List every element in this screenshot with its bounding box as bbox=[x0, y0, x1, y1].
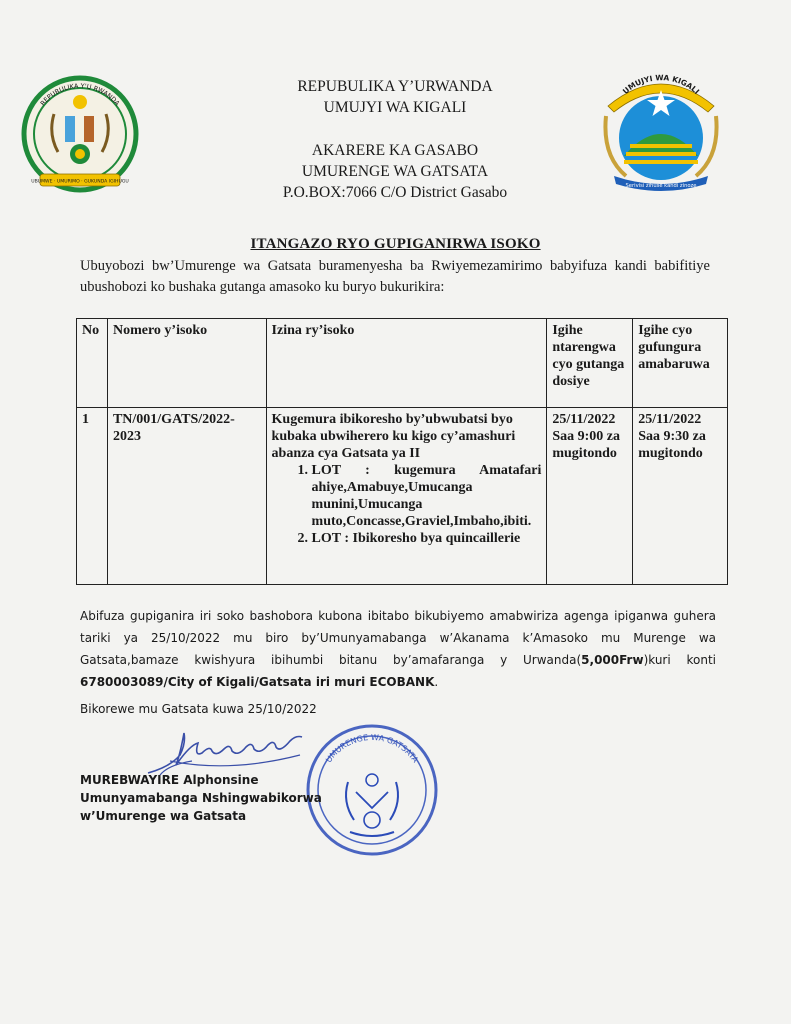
header-submission-deadline: Igihe ntarengwa cyo gutanga dosiye bbox=[547, 319, 633, 408]
svg-text:UMURENGE WA GATSATA: UMURENGE WA GATSATA bbox=[324, 732, 420, 765]
paragraph-text-end: . bbox=[434, 675, 439, 689]
paragraph-text-mid: )kuri konti bbox=[643, 653, 716, 667]
row-tender-name: Kugemura ibikoresho by’ubwubatsi byo kubaka ubwiherero ku kigo cy’amashuri abanza cya Gatsata ya II bbox=[271, 412, 516, 461]
row-opening-time: 25/11/2022 Saa 9:30 za mugitondo bbox=[633, 408, 728, 585]
letterhead bbox=[200, 76, 590, 203]
table-header-row bbox=[77, 319, 728, 408]
lot-item-2: 2. LOT : Ibikoresho bya quincaillerie bbox=[312, 530, 542, 547]
svg-text:Serivisi zihuse kandi zinoze: Serivisi zihuse kandi zinoze bbox=[625, 183, 697, 189]
header-opening-time: Igihe cyo gufungura amabaruwa bbox=[633, 319, 728, 408]
row-tender-number: TN/001/GATS/2022-2023 bbox=[107, 408, 266, 585]
date-place-line: Bikorewe mu Gatsata kuwa 25/10/2022 bbox=[80, 702, 317, 716]
intro-paragraph: Ubuyobozi bw’Umurenge wa Gatsata buramenyesha ba Rwiyemezamirimo babyifuza kandi babifitiye ubushobozi ko bushaka gutanga amasoko ku buryo bukurikira: bbox=[80, 258, 710, 295]
svg-text:UBUMWE · UMURIMO · GUKUNDA IGI: UBUMWE · UMURIMO · GUKUNDA IGIHUGU bbox=[31, 179, 129, 185]
rwanda-coat-of-arms-logo bbox=[20, 72, 140, 197]
svg-text:REPUBULIKA Y'U RWANDA: REPUBULIKA Y'U RWANDA bbox=[38, 81, 122, 108]
sector-name: UMURENGE WA GATSATA bbox=[301, 163, 489, 180]
row-no: 1 bbox=[77, 408, 108, 585]
fee-amount: 5,000Frw bbox=[581, 653, 644, 667]
signer-title: Umunyamabanga Nshingwabikorwa bbox=[80, 791, 322, 805]
header-tender-name: Izina ry’isoko bbox=[266, 319, 547, 408]
notice-title: ITANGAZO RYO GUPIGANIRWA ISOKO bbox=[250, 236, 541, 252]
po-box: P.O.BOX:7066 C/O District Gasabo bbox=[282, 184, 508, 201]
paragraph-text-start: Abifuza gupiganira iri soko bashobora kubona ibitabo bikubiyemo amabwiriza agenga ipiganwa guhera tariki ya 25/10/2022 mu biro by’Umunyamabanga w’Akanama k’Amasoko mu Murenge wa Gatsata,bamaze kwishyura ibihumbi bitanu by’amafaranga y Urwanda( bbox=[80, 609, 716, 667]
district-name: AKARERE KA GASABO bbox=[311, 142, 479, 159]
signer-organization: w’Umurenge wa Gatsata bbox=[80, 809, 247, 823]
tender-table bbox=[76, 318, 728, 585]
instructions-paragraph bbox=[80, 605, 716, 693]
bank-account: 6780003089/City of Kigali/Gatsata iri muri ECOBANK bbox=[80, 675, 435, 689]
lot-list bbox=[272, 462, 542, 547]
table-row bbox=[77, 408, 728, 585]
country-name: REPUBULIKA Y’URWANDA bbox=[297, 78, 493, 95]
lot-item-1: 1. LOT : kugemura Amatafari ahiye,Amabuye,Umucanga munini,Umucanga muto,Concasse,Graviel,Imbaho,ibiti. bbox=[312, 462, 542, 530]
city-of-kigali-logo bbox=[596, 66, 726, 196]
signer-name: MUREBWAYIRE Alphonsine bbox=[80, 773, 259, 787]
svg-text:UMUJYI WA KIGALI: UMUJYI WA KIGALI bbox=[620, 73, 702, 96]
row-submission-deadline: 25/11/2022 Saa 9:00 za mugitondo bbox=[547, 408, 633, 585]
header-tender-number: Nomero y’isoko bbox=[107, 319, 266, 408]
row-tender-name-cell bbox=[266, 408, 547, 585]
city-name: UMUJYI WA KIGALI bbox=[323, 99, 467, 116]
signer-block bbox=[80, 771, 322, 825]
header-no: No bbox=[77, 319, 108, 408]
